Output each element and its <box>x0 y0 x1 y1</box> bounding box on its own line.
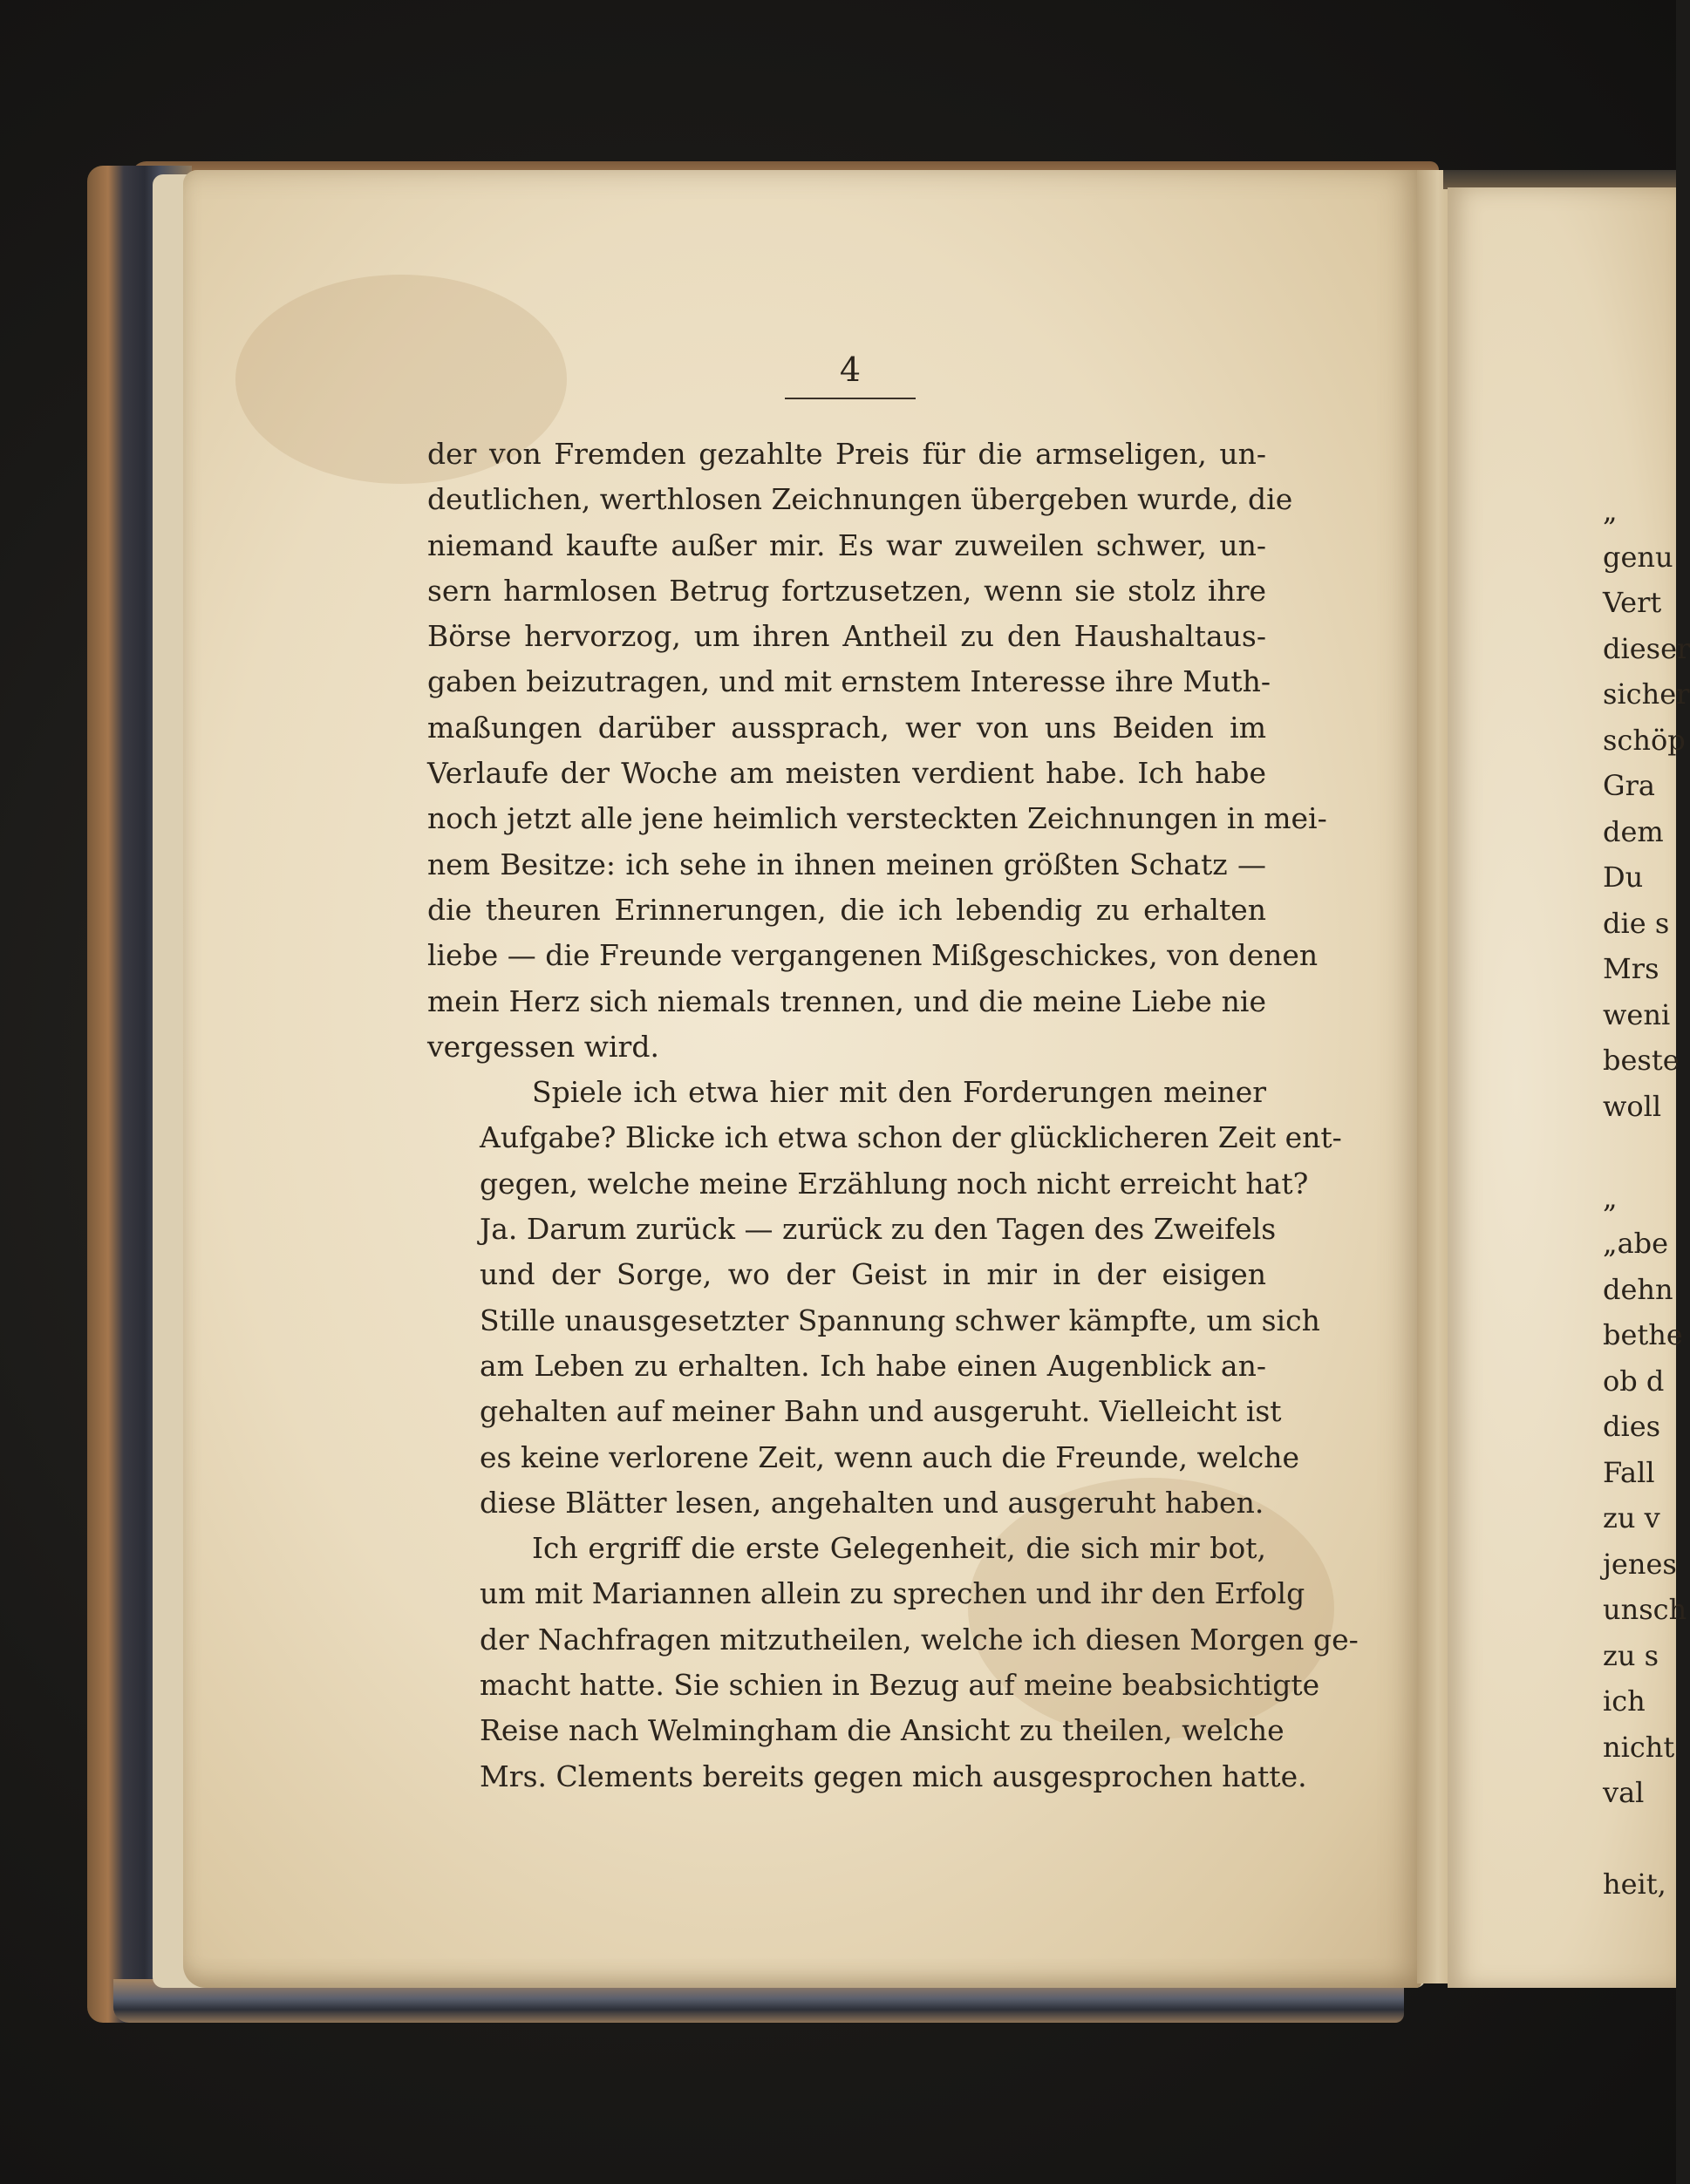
facing-text-fragment: ich <box>1603 1684 1646 1718</box>
facing-text-fragment: heit, <box>1603 1868 1666 1901</box>
text-line: Ich ergriff die erste Gelegenheit, die sich mir bot, <box>532 1531 1266 1566</box>
facing-cover-edge <box>1443 170 1676 189</box>
facing-text-fragment: dies <box>1603 1410 1661 1443</box>
facing-text-fragment: bethe <box>1603 1318 1683 1351</box>
text-line: deutlichen, werthlosen Zeichnungen übergeben wurde, die <box>427 482 1293 517</box>
facing-text-fragment: zu s <box>1603 1638 1659 1672</box>
facing-text-fragment: ob d <box>1603 1364 1665 1398</box>
facing-text-fragment: woll <box>1603 1089 1662 1123</box>
text-line: Börse hervorzog, um ihren Antheil zu den Haushaltaus- <box>427 619 1266 654</box>
text-line: niemand kaufte außer mir. Es war zuweilen schwer, un- <box>427 527 1266 562</box>
paragraph <box>427 1070 1342 1526</box>
text-line: gegen, welche meine Erzählung noch nicht erreicht hat? <box>480 1166 1309 1201</box>
text-line: sern harmlosen Betrug fortzusetzen, wenn sie stolz ihre <box>427 573 1266 608</box>
facing-text-fragment: val <box>1603 1776 1645 1809</box>
text-line: Verlaufe der Woche am meisten verdient habe. Ich habe <box>427 756 1266 791</box>
facing-text-fragment: Du <box>1603 861 1644 894</box>
page-body-text <box>427 432 1359 1800</box>
text-line: noch jetzt alle jene heimlich versteckten Zeichnungen in mei- <box>427 801 1327 836</box>
facing-text-fragment: nicht <box>1603 1730 1675 1764</box>
facing-text-fragment: jenes <box>1603 1547 1677 1581</box>
text-line: es keine verlorene Zeit, wenn auch die Freunde, welche <box>480 1439 1300 1474</box>
page-number: 4 <box>839 350 862 389</box>
text-line: mein Herz sich niemals trennen, und die meine Liebe nie <box>427 983 1266 1018</box>
facing-text-fragment: dem <box>1603 814 1664 848</box>
facing-text-fragment: „abe <box>1603 1227 1669 1260</box>
facing-text-fragment: dieser <box>1603 631 1690 665</box>
facing-text-fragment: beste <box>1603 1044 1680 1077</box>
facing-text-fragment: Mrs <box>1603 952 1659 985</box>
text-line: Aufgabe? Blicke ich etwa schon der glücklicheren Zeit ent- <box>480 1120 1342 1155</box>
text-line: Mrs. Clements bereits gegen mich ausgesprochen hatte. <box>480 1759 1307 1793</box>
text-line: macht hatte. Sie schien in Bezug auf meine beabsichtigte <box>480 1668 1320 1703</box>
facing-text-fragment: Vert <box>1603 586 1662 619</box>
text-line: gehalten auf meiner Bahn und ausgeruht. Vielleicht ist <box>480 1394 1282 1429</box>
text-line: diese Blätter lesen, angehalten und ausgeruht haben. <box>480 1485 1264 1520</box>
paragraph <box>427 1526 1359 1800</box>
text-line: Ja. Darum zurück — zurück zu den Tagen des Zweifels <box>480 1212 1277 1247</box>
text-line: der von Fremden gezahlte Preis für die armseligen, un- <box>427 437 1266 471</box>
text-line: der Nachfragen mitzutheilen, welche ich diesen Morgen ge- <box>480 1622 1359 1657</box>
facing-text-fragment: unsch <box>1603 1593 1687 1626</box>
facing-text-fragment: schöp <box>1603 723 1686 757</box>
text-line: um mit Mariannen allein zu sprechen und ihr den Erfolg <box>480 1576 1305 1611</box>
facing-text-fragment: dehn <box>1603 1272 1673 1306</box>
text-line: die theuren Erinnerungen, die ich lebendig zu erhalten <box>427 892 1266 927</box>
text-line: gaben beizutragen, und mit ernstem Interesse ihre Muth- <box>427 664 1271 699</box>
facing-text-fragment <box>1603 1816 1676 1862</box>
text-line: Stille unausgesetzter Spannung schwer kämpfte, um sich <box>480 1303 1320 1337</box>
text-line: liebe — die Freunde vergangenen Mißgeschickes, von denen <box>427 938 1319 973</box>
text-line: am Leben zu erhalten. Ich habe einen Augenblick an- <box>480 1348 1266 1383</box>
facing-text-fragment: „ <box>1603 1180 1618 1214</box>
facing-text-fragment: weni <box>1603 997 1671 1031</box>
page-number-rule <box>785 398 916 399</box>
text-line: maßungen darüber aussprach, wer von uns Beiden im <box>427 710 1266 745</box>
facing-text-fragment: „ <box>1603 494 1618 527</box>
text-line: Reise nach Welmingham die Ansicht zu theilen, welche <box>480 1713 1285 1748</box>
facing-text-fragment: Fall <box>1603 1455 1655 1489</box>
text-line: und der Sorge, wo der Geist in mir in der eisigen <box>480 1257 1266 1292</box>
facing-page-text-fragments <box>1603 488 1690 1908</box>
text-line: Spiele ich etwa hier mit den Forderungen meiner <box>532 1075 1266 1110</box>
facing-text-fragment: genu <box>1603 540 1673 574</box>
facing-text-fragment: zu v <box>1603 1501 1660 1534</box>
text-line: nem Besitze: ich sehe in ihnen meinen größten Schatz — <box>427 847 1266 881</box>
facing-text-fragment: die s <box>1603 906 1670 940</box>
facing-text-fragment: sicher <box>1603 677 1690 711</box>
text-line: vergessen wird. <box>427 1029 659 1064</box>
facing-text-fragment <box>1603 1129 1676 1175</box>
paragraph <box>427 432 1327 1070</box>
facing-text-fragment: Gra <box>1603 769 1655 802</box>
